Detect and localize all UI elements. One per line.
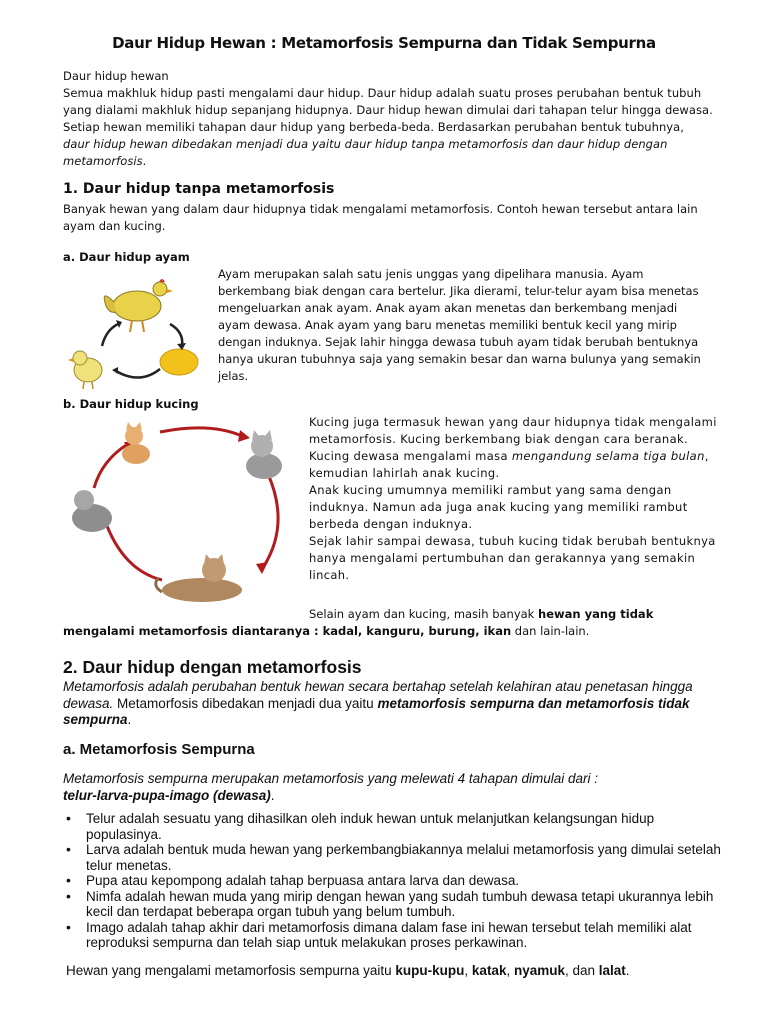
closing-sep2: , [506, 963, 514, 978]
cat-life-cycle-illustration [62, 414, 304, 612]
cat-cycle-arrows [94, 428, 278, 580]
chicken-life-cycle-illustration [62, 274, 212, 392]
section2-text [63, 679, 723, 729]
list-item: • Pupa atau kepompong adalah tahap berpuasa antara larva dan dewasa. [70, 873, 722, 889]
section2-end: . [127, 712, 132, 727]
ayam-text: Ayam merupakan salah satu jenis unggas yang dipelihara manusia. Ayam berkembang biak dengan cara bertelur. Jika dierami, telur-telur ayam bisa menetas mengeluarkan anak ayam. Anak ayam akan menetas dan berkembang menjadi ayam dewasa. Anak ayam yang baru menetas memiliki bentuk kecil yang mirip dengan induknya. Sejak lahir hingga dewasa tubuh ayam tidak berubah bentuknya hanya ukuran tubuhnya saja yang semakin besar dan warna bulunya yang semakin jelas. [218, 267, 701, 383]
section2-italic: Metamorfosis adalah perubahan bentuk hewan secara bertahap setelah kelahiran atau penetasan hingga dewasa. [63, 679, 693, 711]
section2-bold-italic: metamorfosis sempurna dan metamorfosis tidak sempurna [63, 695, 690, 727]
adult-cat-icon [156, 554, 242, 602]
sempurna-bold-line: telur-larva-pupa-imago (dewasa) [63, 787, 271, 803]
page-title: Daur Hidup Hewan : Metamorfosis Sempurna dan Tidak Sempurna [112, 34, 656, 52]
sempurna-italic-line: Metamorfosis sempurna merupakan metamorfosis yang melewati 4 tahapan dimulai dari : [63, 771, 598, 786]
intro-text-italic: daur hidup hewan dibedakan menjadi dua yaitu daur hidup tanpa metamorfosis dan daur hidup dengan metamorfosis [63, 137, 668, 168]
intro-heading: Daur hidup hewan [63, 69, 169, 83]
intro-text-end: . [142, 154, 147, 168]
grey-cat-icon [246, 430, 282, 479]
section2-plain: Metamorfosis dibedakan menjadi dua yaitu [113, 695, 378, 711]
closing-kupu: kupu-kupu [395, 963, 465, 978]
chick-icon [68, 351, 102, 389]
section2-heading: 2. Daur hidup dengan metamorfosis [63, 657, 362, 677]
kucing-p4-bold2: mengalami metamorfosis diantaranya : kadal, kanguru, burung, ikan [63, 624, 512, 638]
closing-lalat: lalat [598, 963, 626, 978]
kucing-p4-a: Selain ayam dan kucing, masih banyak [309, 607, 539, 621]
kucing-text [309, 414, 719, 584]
list-item: • Larva adalah bentuk muda hewan yang perkembangbiakannya melalui metamorfosis yang dimulai setelah telur menetas. [70, 842, 722, 873]
kucing-p3: Sejak lahir sampai dewasa, tubuh kucing tidak berubah bentuknya hanya mengalami pertumbuhan dan gerakannya yang semakin lincah. [309, 534, 716, 582]
section1-text: Banyak hewan yang dalam daur hidupnya tidak mengalami metamorfosis. Contoh hewan tersebut antara lain ayam dan kucing. [63, 202, 698, 233]
kucing-p2: Anak kucing umumnya memiliki rambut yang sama dengan induknya. Namun ada juga anak kucing yang memiliki rambut berbeda dengan induknya. [309, 483, 688, 531]
closing-katak: katak [471, 963, 507, 978]
sempurna-bold-end: . [270, 787, 275, 803]
closing-sep3: , dan [565, 963, 599, 978]
sempurna-closing [66, 963, 726, 980]
ayam-heading: a. Daur hidup ayam [63, 250, 190, 264]
kucing-p1-italic: mengandung selama tiga bulan [511, 449, 705, 463]
kucing-p4-line2 [63, 623, 723, 640]
intro-text-plain: Semua makhluk hidup pasti mengalami daur hidup. Daur hidup adalah suatu proses perubahan bentuk tubuh yang dialami makhluk hidup sepanjang hidupnya. Daur hidup hewan dimulai dari tahapan telur hingga dewasa. Setiap hewan memiliki tahapan daur hidup yang berbeda-beda. Berdasarkan perubahan bentuk tubuhnya, [63, 86, 713, 134]
intro-block [63, 68, 713, 170]
kucing-p1 [309, 414, 719, 482]
kucing-p1-b: , kemudian lahirlah anak kucing. [309, 449, 709, 480]
closing-sep1: , [464, 963, 472, 978]
stage-list [70, 811, 722, 951]
closing-end: . [625, 963, 630, 978]
kucing-p4-line1 [309, 606, 729, 623]
hen-icon [104, 279, 173, 332]
list-item: • Imago adalah tahap akhir dari metamorfosis dimana dalam fase ini hewan tersebut telah memiliki alat reproduksi sempurna dan telah siap untuk melakukan proses perkawinan. [70, 920, 722, 951]
list-item: • Nimfa adalah hewan muda yang mirip dengan hewan yang sudah tumbuh dewasa tetapi ukurannya lebih kecil dan terdapat beberapa organ tubuh yang belum tumbuh. [70, 889, 722, 920]
egg-icon [160, 349, 198, 375]
young-cat-icon [72, 490, 112, 532]
sempurna-intro [63, 771, 723, 804]
kucing-p4-bold1: hewan yang tidak [538, 607, 654, 621]
section1-heading: 1. Daur hidup tanpa metamorfosis [63, 181, 335, 197]
kucing-heading: b. Daur hidup kucing [63, 397, 199, 411]
closing-a: Hewan yang mengalami metamorfosis sempurna yaitu [66, 963, 396, 978]
kucing-p4-end: dan lain-lain. [511, 624, 590, 638]
sempurna-heading: a. Metamorfosis Sempurna [63, 741, 255, 758]
intro-text [63, 85, 713, 170]
closing-nyamuk: nyamuk [513, 963, 565, 978]
kucing-p1-a: Kucing juga termasuk hewan yang daur hidupnya tidak mengalami metamorfosis. Kucing berkembang biak dengan cara beranak. Kucing dewasa mengalami masa [309, 415, 717, 463]
list-item: • Telur adalah sesuatu yang dihasilkan oleh induk hewan untuk melanjutkan kelangsungan hidup populasinya. [70, 811, 722, 842]
